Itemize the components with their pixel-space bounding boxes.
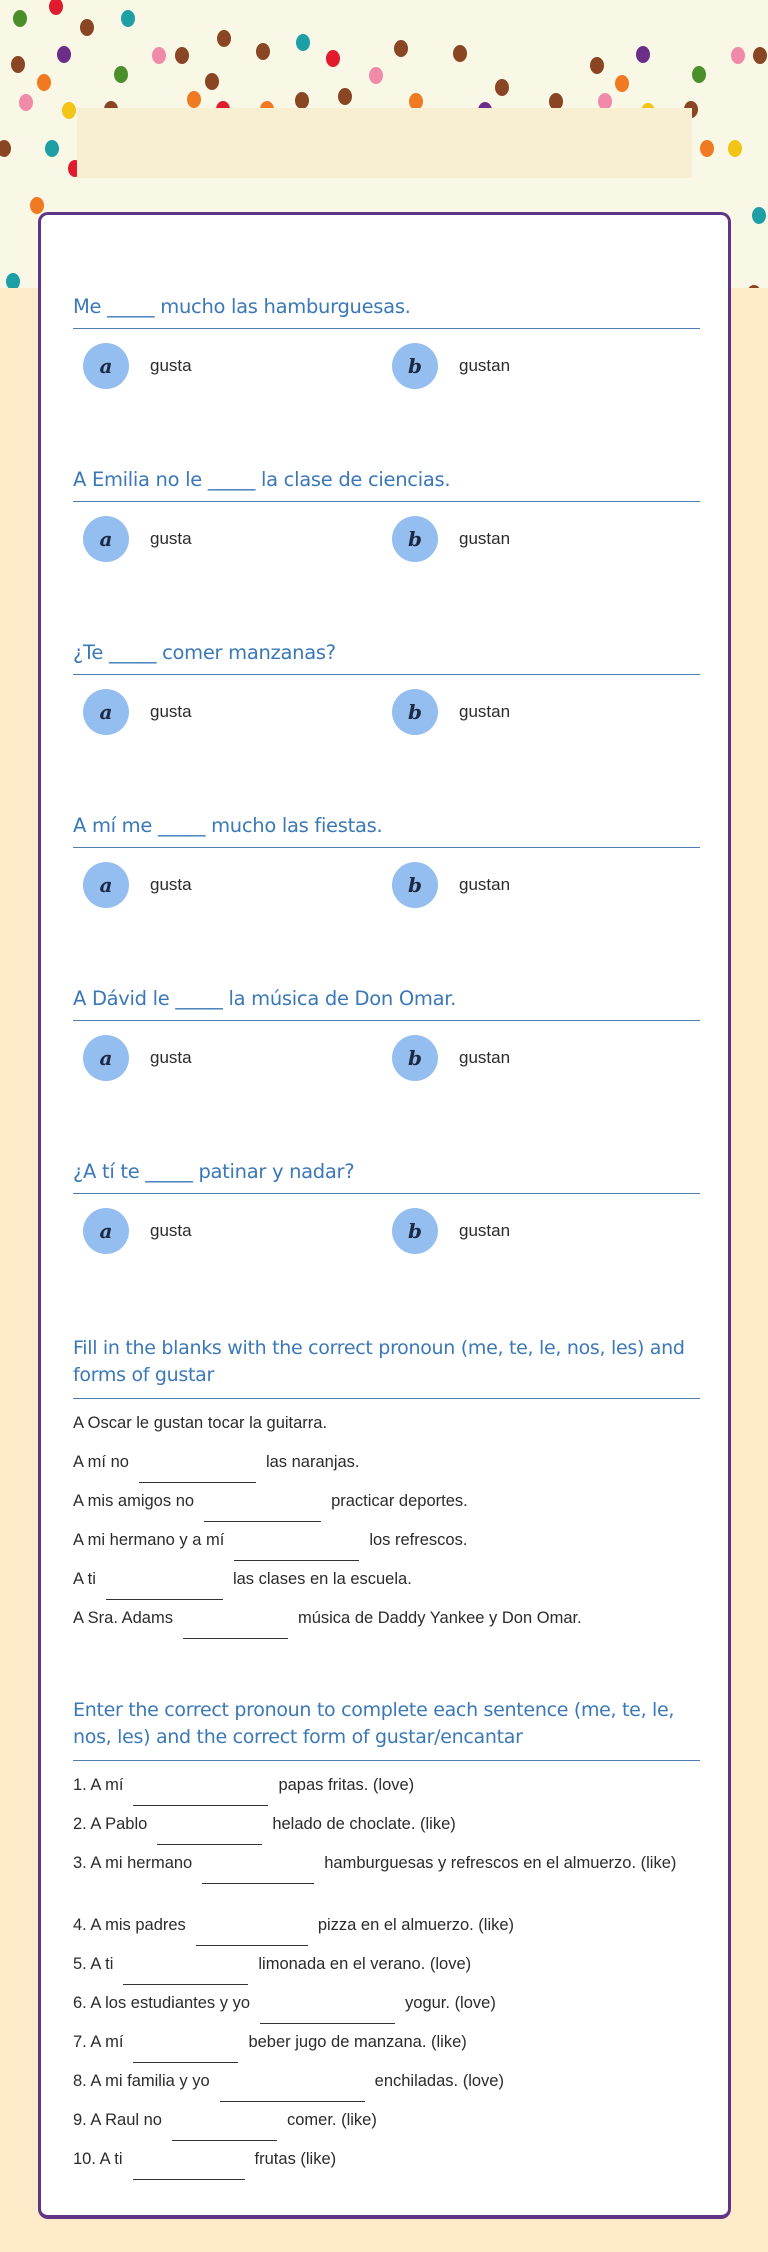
pronoun-item-6 <box>73 1989 700 2028</box>
option-letter-b-icon: b <box>392 1208 438 1254</box>
divider <box>73 1760 700 1761</box>
fill-blanks-section <box>73 1335 700 1643</box>
option-a[interactable] <box>83 343 192 389</box>
decorative-dot <box>152 47 166 64</box>
decorative-dot <box>700 140 714 157</box>
question-text: A Emilia no le _____ la clase de ciencias. <box>73 468 451 491</box>
section-title: Enter the correct pronoun to complete each sentence (me, te, le, nos, les) and the correct form of gustar/encantar <box>73 1699 675 1748</box>
decorative-dot <box>19 94 33 111</box>
divider <box>73 1398 700 1399</box>
sentence-start: 5. A ti <box>73 1955 114 1973</box>
decorative-dot <box>175 47 189 64</box>
fill-item-2 <box>73 1487 700 1526</box>
decorative-dot <box>590 57 604 74</box>
option-label: gustan <box>459 1221 511 1240</box>
answer-input[interactable] <box>157 1824 262 1845</box>
sentence-end: hamburguesas y refrescos en el almuerzo. (like) <box>324 1854 677 1872</box>
option-letter-b-icon: b <box>392 343 438 389</box>
decorative-dot <box>296 34 310 51</box>
decorative-dot <box>752 207 766 224</box>
option-a[interactable] <box>83 1208 192 1254</box>
option-b[interactable] <box>392 516 510 562</box>
answer-input[interactable] <box>183 1618 288 1639</box>
decorative-dot <box>728 140 742 157</box>
pronoun-item-8 <box>73 2067 700 2106</box>
sentence-end: música de Daddy Yankee y Don Omar. <box>297 1609 582 1627</box>
option-letter-b-icon: b <box>392 1035 438 1081</box>
option-label: gusta <box>150 529 192 548</box>
sentence-end: yogur. (love) <box>405 1994 496 2012</box>
option-label: gusta <box>150 702 192 721</box>
sentence-start: 10. A ti <box>73 2150 123 2168</box>
mc-question-1 <box>73 292 700 399</box>
option-letter-a-icon: a <box>83 689 129 735</box>
answer-input[interactable] <box>139 1462 256 1483</box>
decorative-dot <box>217 30 231 47</box>
pronoun-item-9 <box>73 2106 700 2145</box>
question-text: ¿Te _____ comer manzanas? <box>73 641 336 664</box>
decorative-dot <box>636 46 650 63</box>
sentence-end: enchiladas. (love) <box>374 2072 504 2090</box>
decorative-dot <box>338 88 352 105</box>
mc-question-6 <box>73 1157 700 1264</box>
option-letter-a-icon: a <box>83 862 129 908</box>
option-b[interactable] <box>392 862 510 908</box>
mc-question-3 <box>73 638 700 745</box>
decorative-dot <box>394 40 408 57</box>
sentence-start: A mi hermano y a mí <box>73 1531 225 1549</box>
fill-item-5 <box>73 1604 700 1643</box>
option-label: gusta <box>150 1048 192 1067</box>
header-banner <box>77 108 692 178</box>
option-label: gustan <box>459 875 511 894</box>
decorative-dot <box>453 45 467 62</box>
sentence-end: papas fritas. (love) <box>278 1776 415 1794</box>
sentence-start: 8. A mi familia y yo <box>73 2072 210 2090</box>
fill-item-4 <box>73 1565 700 1604</box>
option-a[interactable] <box>83 862 192 908</box>
answer-input[interactable] <box>172 2120 277 2141</box>
option-a[interactable] <box>83 689 192 735</box>
pronoun-item-3 <box>73 1849 700 1911</box>
decorative-dot <box>256 43 270 60</box>
sentence-end: practicar deportes. <box>331 1492 468 1510</box>
answer-input[interactable] <box>106 1579 223 1600</box>
sentence-start: 7. A mí <box>73 2033 124 2051</box>
decorative-dot <box>495 79 509 96</box>
option-label: gustan <box>459 356 511 375</box>
decorative-dot <box>45 140 59 157</box>
decorative-dot <box>692 66 706 83</box>
sentence-start: A mí no <box>73 1453 129 1471</box>
option-label: gustan <box>459 702 511 721</box>
option-label: gustan <box>459 529 511 548</box>
section-title: Fill in the blanks with the correct pronoun (me, te, le, nos, les) and forms of gustar <box>73 1337 685 1386</box>
sentence-end: comer. (like) <box>287 2111 377 2129</box>
decorative-dot <box>326 50 340 67</box>
decorative-dot <box>747 285 761 288</box>
option-letter-b-icon: b <box>392 689 438 735</box>
decorative-dot <box>0 140 11 157</box>
answer-input[interactable] <box>133 2159 245 2180</box>
decorative-dot <box>80 19 94 36</box>
option-letter-a-icon: a <box>83 516 129 562</box>
decorative-dot <box>731 47 745 64</box>
decorative-dot <box>30 197 44 214</box>
answer-input[interactable] <box>220 2081 365 2102</box>
answer-input[interactable] <box>234 1540 359 1561</box>
sentence-start: A Sra. Adams <box>73 1609 173 1627</box>
option-label: gustan <box>459 1048 511 1067</box>
decorative-dot <box>37 74 51 91</box>
example-sentence: A Oscar le gustan tocar la guitarra. <box>73 1414 328 1432</box>
sentence-start: 3. A mi hermano <box>73 1854 193 1872</box>
answer-input[interactable] <box>204 1501 321 1522</box>
decorative-dot <box>6 273 20 288</box>
option-label: gusta <box>150 356 192 375</box>
answer-input[interactable] <box>260 2003 395 2024</box>
decorative-dot <box>205 73 219 90</box>
sentence-start: A ti <box>73 1570 96 1588</box>
sentence-end: las clases en la escuela. <box>232 1570 412 1588</box>
mc-question-5 <box>73 984 700 1091</box>
decorative-dot <box>11 56 25 73</box>
mc-question-4 <box>73 811 700 918</box>
pronoun-item-5 <box>73 1950 700 1989</box>
decorative-dot <box>615 75 629 92</box>
sentence-end: beber jugo de manzana. (like) <box>248 2033 467 2051</box>
decorative-dot <box>114 66 128 83</box>
decorative-dot <box>62 102 76 119</box>
sentence-start: A mis amigos no <box>73 1492 195 1510</box>
option-letter-b-icon: b <box>392 516 438 562</box>
sentence-end: las naranjas. <box>265 1453 360 1471</box>
sentence-start: 9. A Raul no <box>73 2111 162 2129</box>
answer-input[interactable] <box>133 2042 238 2063</box>
option-b[interactable] <box>392 1035 510 1081</box>
sentence-start: 4. A mis padres <box>73 1916 186 1934</box>
decorative-dot <box>57 46 71 63</box>
fill-item-1 <box>73 1448 700 1487</box>
question-text: A Dávid le _____ la música de Don Omar. <box>73 987 457 1010</box>
sentence-start: 2. A Pablo <box>73 1815 148 1833</box>
pronoun-item-2 <box>73 1810 700 1849</box>
sentence-end: limonada en el verano. (love) <box>258 1955 472 1973</box>
decorative-dot <box>187 91 201 108</box>
fill-item-3 <box>73 1526 700 1565</box>
enter-pronoun-section <box>73 1697 700 2184</box>
pronoun-item-4 <box>73 1911 700 1950</box>
option-a[interactable] <box>83 1035 192 1081</box>
option-label: gusta <box>150 875 192 894</box>
pronoun-item-7 <box>73 2028 700 2067</box>
question-text: ¿A tí te _____ patinar y nadar? <box>73 1160 355 1183</box>
sentence-end: pizza en el almuerzo. (like) <box>317 1916 515 1934</box>
sentence-end: helado de choclate. (like) <box>272 1815 456 1833</box>
sentence-end: los refrescos. <box>369 1531 468 1549</box>
option-b[interactable] <box>392 689 510 735</box>
option-letter-a-icon: a <box>83 1035 129 1081</box>
answer-input[interactable] <box>123 1964 248 1985</box>
option-b[interactable] <box>392 1208 510 1254</box>
decorative-dot <box>49 0 63 15</box>
option-label: gusta <box>150 1221 192 1240</box>
option-b[interactable] <box>392 343 510 389</box>
answer-input[interactable] <box>202 1863 314 1884</box>
answer-input[interactable] <box>196 1925 308 1946</box>
option-letter-a-icon: a <box>83 343 129 389</box>
answer-input[interactable] <box>133 1785 268 1806</box>
sentence-end: frutas (like) <box>254 2150 337 2168</box>
pronoun-item-1 <box>73 1771 700 1810</box>
option-letter-b-icon: b <box>392 862 438 908</box>
question-text: Me _____ mucho las hamburguesas. <box>73 295 411 318</box>
decorative-dot <box>753 47 767 64</box>
question-text: A mí me _____ mucho las fiestas. <box>73 814 383 837</box>
mc-question-2 <box>73 465 700 572</box>
decorative-dot <box>295 92 309 109</box>
decorative-dot <box>121 10 135 27</box>
worksheet-card <box>38 212 731 2219</box>
option-letter-a-icon: a <box>83 1208 129 1254</box>
decorative-dot <box>13 10 27 27</box>
sentence-start: 1. A mí <box>73 1776 124 1794</box>
sentence-start: 6. A los estudiantes y yo <box>73 1994 251 2012</box>
decorative-dot <box>369 67 383 84</box>
option-a[interactable] <box>83 516 192 562</box>
pronoun-item-10 <box>73 2145 700 2184</box>
